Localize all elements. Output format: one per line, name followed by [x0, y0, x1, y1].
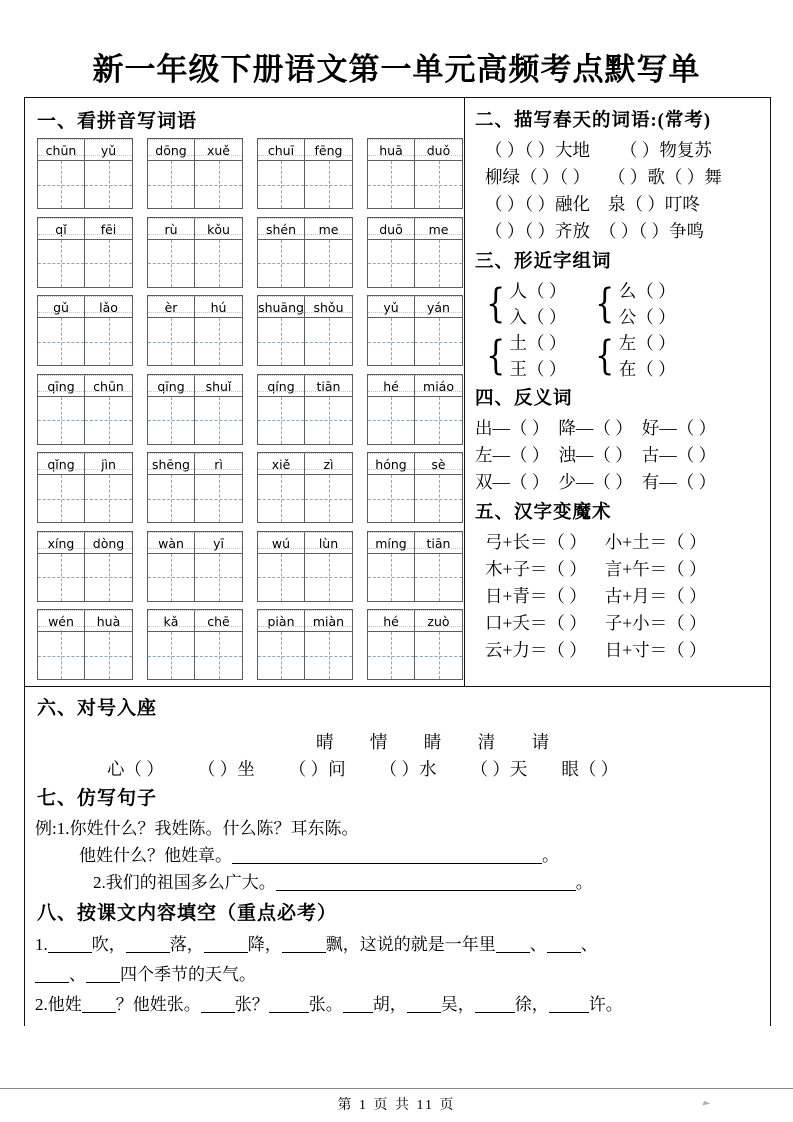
- char-entry: 么（ ）: [618, 281, 676, 301]
- char-entry: 公（ ）: [618, 307, 676, 327]
- pinyin-label: dòng: [85, 532, 132, 554]
- practice-period: 。: [575, 873, 593, 892]
- char-math-row: [475, 583, 762, 610]
- pinyin-label: duō: [368, 218, 415, 240]
- pinyin-label: sè: [415, 453, 462, 475]
- writing-cell[interactable]: [415, 632, 462, 679]
- pinyin-label: chūn: [38, 139, 85, 161]
- word-block: [257, 609, 353, 680]
- char-math-row: [475, 610, 762, 637]
- practice-period: 。: [542, 846, 559, 865]
- pinyin-label: zuò: [415, 610, 462, 632]
- pinyin-label: rù: [148, 218, 195, 240]
- brace-pair: [483, 330, 566, 382]
- char-math-item: 言+午＝（ ）: [604, 559, 707, 579]
- answer-blank[interactable]: [48, 952, 92, 953]
- spring-word-left: 柳绿（ ）（ ）: [485, 167, 590, 187]
- answer-blank[interactable]: [276, 890, 576, 891]
- writing-cell[interactable]: [368, 318, 415, 365]
- writing-cell[interactable]: [195, 240, 242, 287]
- curly-brace-icon: {: [595, 333, 615, 379]
- word-block: [37, 531, 133, 602]
- blank-item[interactable]: （ ）问: [288, 759, 346, 779]
- q1-text: 飘，这说的就是一年里: [325, 935, 496, 954]
- similar-char-group: [475, 330, 762, 382]
- char-math-item: 古+月＝（ ）: [604, 586, 707, 606]
- writing-cell[interactable]: [368, 161, 415, 208]
- writing-cell[interactable]: [85, 554, 132, 601]
- word-block: [367, 452, 463, 523]
- word-block: [367, 217, 463, 288]
- q1-text: 落，: [169, 935, 204, 954]
- antonym-item: 降—（ ）: [558, 418, 633, 438]
- writing-cell[interactable]: [258, 240, 305, 287]
- writing-cell[interactable]: [38, 632, 85, 679]
- word-block: [147, 374, 243, 445]
- writing-cell[interactable]: [85, 397, 132, 444]
- writing-cell[interactable]: [148, 475, 195, 522]
- blank-item[interactable]: （ ）天: [470, 759, 528, 779]
- q2-text: 吴，: [440, 995, 475, 1014]
- writing-cell[interactable]: [195, 554, 242, 601]
- word-block: [37, 452, 133, 523]
- antonym-item: 好—（ ）: [641, 418, 717, 438]
- q1-text: 降，: [247, 935, 282, 954]
- main-table: [24, 97, 771, 1026]
- brace-pair: [483, 278, 566, 330]
- pinyin-label: zì: [305, 453, 352, 475]
- writing-cell[interactable]: [305, 318, 352, 365]
- writing-cell[interactable]: [258, 318, 305, 365]
- pinyin-label: rì: [195, 453, 242, 475]
- pinyin-grid-row: [37, 531, 464, 602]
- section-5-heading: 五、汉字变魔术: [475, 503, 612, 523]
- word-block: [367, 295, 463, 366]
- section-4-heading: 四、反义词: [475, 389, 573, 409]
- writing-cell[interactable]: [85, 318, 132, 365]
- word-block: [367, 138, 463, 209]
- pinyin-label: xiě: [258, 453, 305, 475]
- answer-blank[interactable]: [475, 1012, 515, 1013]
- answer-blank[interactable]: [126, 952, 170, 953]
- pinyin-label: miàn: [305, 610, 352, 632]
- writing-cell[interactable]: [368, 554, 415, 601]
- example-text: 你姓什么？我姓陈。什么陈？耳东陈。: [69, 819, 359, 838]
- writing-cell[interactable]: [415, 397, 462, 444]
- character-bank: 晴 情 睛 清 请: [316, 732, 565, 752]
- word-block: [257, 138, 353, 209]
- spring-word-left: （ ）（ ）齐放: [485, 221, 590, 241]
- right-column: [465, 98, 770, 686]
- pinyin-label: shǒu: [305, 296, 352, 318]
- q1-text: 、: [580, 935, 598, 954]
- antonym-item: 古—（ ）: [641, 445, 717, 465]
- pinyin-label: shén: [258, 218, 305, 240]
- blank-item[interactable]: 眼（ ）: [561, 759, 619, 779]
- q2-text: ？他姓张。: [115, 995, 201, 1014]
- antonym-item: 出—（ ）: [475, 418, 550, 438]
- antonym-item: 有—（ ）: [641, 472, 717, 492]
- q2-text: 张。: [308, 995, 343, 1014]
- char-entry: 左（ ）: [618, 333, 676, 353]
- answer-blank[interactable]: [547, 952, 581, 953]
- char-math-row: [475, 556, 762, 583]
- q1-text: 、: [69, 965, 86, 984]
- brace-pair: [592, 330, 675, 382]
- upper-two-column-area: [25, 98, 770, 687]
- pinyin-label: chē: [195, 610, 242, 632]
- answer-blank[interactable]: [82, 1012, 116, 1013]
- char-math-item: 云+力＝（ ）: [485, 640, 587, 660]
- section-3-heading: 三、形近字组词: [475, 252, 612, 272]
- writing-cell[interactable]: [258, 632, 305, 679]
- char-math-row: [475, 529, 762, 556]
- writing-cell[interactable]: [195, 632, 242, 679]
- writing-cell[interactable]: [415, 161, 462, 208]
- pinyin-label: jìn: [85, 453, 132, 475]
- writing-cell[interactable]: [148, 318, 195, 365]
- char-math-item: 日+寸＝（ ）: [604, 640, 707, 660]
- writing-cell[interactable]: [148, 397, 195, 444]
- writing-cell[interactable]: [368, 240, 415, 287]
- word-block: [37, 138, 133, 209]
- word-block: [257, 452, 353, 523]
- writing-cell[interactable]: [195, 475, 242, 522]
- pinyin-grid: [33, 138, 464, 680]
- char-entry: 土（ ）: [509, 333, 567, 353]
- writing-cell[interactable]: [415, 240, 462, 287]
- writing-cell[interactable]: [368, 632, 415, 679]
- writing-cell[interactable]: [148, 161, 195, 208]
- writing-cell[interactable]: [38, 161, 85, 208]
- q2-text: 许。: [588, 995, 623, 1014]
- pinyin-label: fēng: [305, 139, 352, 161]
- pinyin-label: yǔ: [85, 139, 132, 161]
- word-block: [147, 295, 243, 366]
- pinyin-grid-row: [37, 217, 464, 288]
- fill-question-2: [35, 990, 760, 1020]
- writing-cell[interactable]: [305, 240, 352, 287]
- answer-blank[interactable]: [343, 1012, 373, 1013]
- word-block: [257, 217, 353, 288]
- pinyin-grid-row: [37, 452, 464, 523]
- spring-word-line: [475, 137, 762, 164]
- q2-text: 胡，: [372, 995, 407, 1014]
- answer-blank[interactable]: [204, 952, 248, 953]
- writing-cell[interactable]: [85, 240, 132, 287]
- pinyin-label: shēng: [148, 453, 195, 475]
- answer-blank[interactable]: [549, 1012, 589, 1013]
- writing-cell[interactable]: [258, 161, 305, 208]
- answer-blank[interactable]: [282, 952, 326, 953]
- pinyin-label: qǐ: [38, 218, 85, 240]
- question-number: 1.: [35, 935, 48, 954]
- pinyin-label: chūn: [85, 375, 132, 397]
- pinyin-grid-row: [37, 138, 464, 209]
- word-block: [37, 217, 133, 288]
- writing-cell[interactable]: [415, 475, 462, 522]
- pinyin-label: hóng: [368, 453, 415, 475]
- spring-word-right: （ ）（ ）争鸣: [599, 221, 704, 241]
- writing-cell[interactable]: [195, 397, 242, 444]
- char-entry: 王（ ）: [509, 359, 567, 379]
- pinyin-label: chuī: [258, 139, 305, 161]
- pinyin-label: xíng: [38, 532, 85, 554]
- pinyin-label: kǒu: [195, 218, 242, 240]
- writing-cell[interactable]: [38, 554, 85, 601]
- spring-word-line: [475, 164, 762, 191]
- similar-char-group: [475, 278, 762, 330]
- curly-brace-icon: {: [486, 333, 506, 379]
- word-block: [367, 609, 463, 680]
- curly-brace-icon: {: [595, 281, 615, 327]
- pinyin-label: wú: [258, 532, 305, 554]
- pinyin-label: hé: [368, 610, 415, 632]
- pinyin-label: wén: [38, 610, 85, 632]
- fill-question-1-line2: [35, 960, 760, 990]
- pinyin-label: miáo: [415, 375, 462, 397]
- antonym-item: 左—（ ）: [475, 445, 550, 465]
- word-block: [37, 374, 133, 445]
- char-math-item: 日+青＝（ ）: [485, 586, 587, 606]
- spring-word-left: （ ）（ ）大地: [485, 140, 590, 160]
- pinyin-label: tiān: [305, 375, 352, 397]
- writing-cell[interactable]: [85, 161, 132, 208]
- pinyin-label: tiān: [415, 532, 462, 554]
- word-block: [147, 217, 243, 288]
- answer-blank[interactable]: [496, 952, 530, 953]
- pinyin-label: qíng: [258, 375, 305, 397]
- writing-cell[interactable]: [38, 240, 85, 287]
- word-block: [37, 609, 133, 680]
- section-6-blanks: [35, 756, 760, 781]
- char-math-item: 子+小＝（ ）: [604, 613, 707, 633]
- word-block: [147, 531, 243, 602]
- pinyin-label: èr: [148, 296, 195, 318]
- word-block: [147, 609, 243, 680]
- pinyin-label: huà: [85, 610, 132, 632]
- practice-line: [35, 869, 760, 896]
- writing-cell[interactable]: [368, 397, 415, 444]
- footer-divider: [0, 1088, 793, 1089]
- pinyin-label: shuǐ: [195, 375, 242, 397]
- practice-prompt: 他姓什么？他姓章。: [79, 846, 232, 865]
- writing-cell[interactable]: [415, 554, 462, 601]
- writing-cell[interactable]: [368, 475, 415, 522]
- word-block: [147, 452, 243, 523]
- spring-word-line: [475, 191, 762, 218]
- writing-cell[interactable]: [195, 318, 242, 365]
- blank-item[interactable]: （ ）水: [379, 759, 437, 779]
- char-entry: 人（ ）: [509, 281, 567, 301]
- writing-cell[interactable]: [305, 475, 352, 522]
- writing-cell[interactable]: [305, 632, 352, 679]
- char-math-item: 口+夭＝（ ）: [485, 613, 587, 633]
- spring-word-right: 泉（ ）叮咚: [608, 194, 700, 214]
- answer-blank[interactable]: [407, 1012, 441, 1013]
- answer-blank[interactable]: [232, 863, 542, 864]
- writing-cell[interactable]: [258, 554, 305, 601]
- writing-cell[interactable]: [258, 397, 305, 444]
- pinyin-label: hú: [195, 296, 242, 318]
- writing-cell[interactable]: [415, 318, 462, 365]
- pinyin-label: yán: [415, 296, 462, 318]
- fill-question-1: [35, 930, 760, 960]
- antonym-row: [475, 415, 762, 442]
- writing-cell[interactable]: [258, 475, 305, 522]
- writing-cell[interactable]: [305, 161, 352, 208]
- page-footer: 第 1 页 共 11 页: [337, 1098, 456, 1113]
- pinyin-label: kǎ: [148, 610, 195, 632]
- char-math-item: 小+土＝（ ）: [604, 532, 707, 552]
- pinyin-label: wàn: [148, 532, 195, 554]
- writing-cell[interactable]: [85, 632, 132, 679]
- word-block: [147, 138, 243, 209]
- writing-cell[interactable]: [38, 318, 85, 365]
- writing-cell[interactable]: [148, 554, 195, 601]
- pinyin-label: huā: [368, 139, 415, 161]
- q1-text: 、: [529, 935, 547, 954]
- spring-word-right: （ ）物复苏: [620, 140, 712, 160]
- pinyin-label: me: [305, 218, 352, 240]
- pinyin-label: míng: [368, 532, 415, 554]
- left-column: [25, 98, 465, 686]
- q1-text: 吹，: [91, 935, 126, 954]
- q2-text: 张？: [234, 995, 269, 1014]
- writing-cell[interactable]: [38, 397, 85, 444]
- example-sentence: [35, 815, 760, 842]
- section-1-heading: 一、看拼音写词语: [37, 111, 198, 132]
- lower-sections: [25, 687, 770, 1026]
- word-block: [257, 374, 353, 445]
- curly-brace-icon: {: [486, 281, 506, 327]
- q2-text: 2.他姓: [35, 995, 82, 1014]
- practice-prompt: 2.我们的祖国多么广大。: [93, 873, 276, 892]
- page-title: 新一年级下册语文第一单元高频考点默写单: [92, 52, 701, 87]
- spring-word-line: [475, 218, 762, 245]
- pinyin-label: yī: [195, 532, 242, 554]
- writing-cell[interactable]: [85, 475, 132, 522]
- pinyin-label: xuě: [195, 139, 242, 161]
- answer-blank[interactable]: [201, 1012, 235, 1013]
- word-block: [257, 295, 353, 366]
- pinyin-label: fēi: [85, 218, 132, 240]
- pinyin-grid-row: [37, 609, 464, 680]
- pinyin-label: me: [415, 218, 462, 240]
- pinyin-label: qǐng: [38, 453, 85, 475]
- q1-text: 四个季节的天气。: [120, 965, 256, 984]
- section-8-heading: 八、按课文内容填空（重点必考）: [37, 903, 338, 924]
- antonym-item: 双—（ ）: [475, 472, 550, 492]
- example-label: 例:1.: [35, 819, 70, 838]
- writing-cell[interactable]: [38, 475, 85, 522]
- word-block: [37, 295, 133, 366]
- pinyin-label: qīng: [38, 375, 85, 397]
- practice-line: [35, 842, 760, 869]
- word-block: [367, 531, 463, 602]
- char-math-row: [475, 637, 762, 664]
- char-math-item: 木+子＝（ ）: [485, 559, 587, 579]
- spring-word-left: （ ）（ ）融化: [485, 194, 590, 214]
- pinyin-label: shuāng: [258, 296, 305, 318]
- pinyin-label: piàn: [258, 610, 305, 632]
- word-block: [367, 374, 463, 445]
- pinyin-label: qīng: [148, 375, 195, 397]
- word-block: [257, 531, 353, 602]
- q2-text: 徐，: [514, 995, 549, 1014]
- writing-cell[interactable]: [148, 632, 195, 679]
- char-entry: 在（ ）: [618, 359, 676, 379]
- spring-word-right: （ ）歌（ ）舞: [608, 167, 722, 187]
- pinyin-label: gǔ: [38, 296, 85, 318]
- blank-item[interactable]: （ ）坐: [197, 759, 255, 779]
- writing-cell[interactable]: [195, 161, 242, 208]
- writing-cell[interactable]: [305, 554, 352, 601]
- pinyin-label: yǔ: [368, 296, 415, 318]
- antonym-item: 浊—（ ）: [558, 445, 633, 465]
- answer-blank[interactable]: [35, 982, 69, 983]
- antonym-row: [475, 442, 762, 469]
- section-2-heading: 二、描写春天的词语:(常考): [475, 111, 711, 131]
- antonym-item: 少—（ ）: [558, 472, 633, 492]
- brace-pair: [592, 278, 675, 330]
- answer-blank[interactable]: [269, 1012, 309, 1013]
- pinyin-label: lùn: [305, 532, 352, 554]
- pinyin-grid-row: [37, 295, 464, 366]
- pinyin-label: lǎo: [85, 296, 132, 318]
- pinyin-grid-row: [37, 374, 464, 445]
- blank-item[interactable]: 心（ ）: [107, 759, 164, 779]
- answer-blank[interactable]: [86, 982, 120, 983]
- writing-cell[interactable]: [305, 397, 352, 444]
- writing-cell[interactable]: [148, 240, 195, 287]
- section-7-heading: 七、仿写句子: [37, 788, 158, 809]
- pinyin-label: duǒ: [415, 139, 462, 161]
- antonym-row: [475, 469, 762, 496]
- pinyin-label: hé: [368, 375, 415, 397]
- pinyin-label: dōng: [148, 139, 195, 161]
- char-math-item: 弓+长＝（ ）: [485, 532, 587, 552]
- char-entry: 入（ ）: [509, 307, 567, 327]
- section-6-heading: 六、对号入座: [37, 698, 158, 719]
